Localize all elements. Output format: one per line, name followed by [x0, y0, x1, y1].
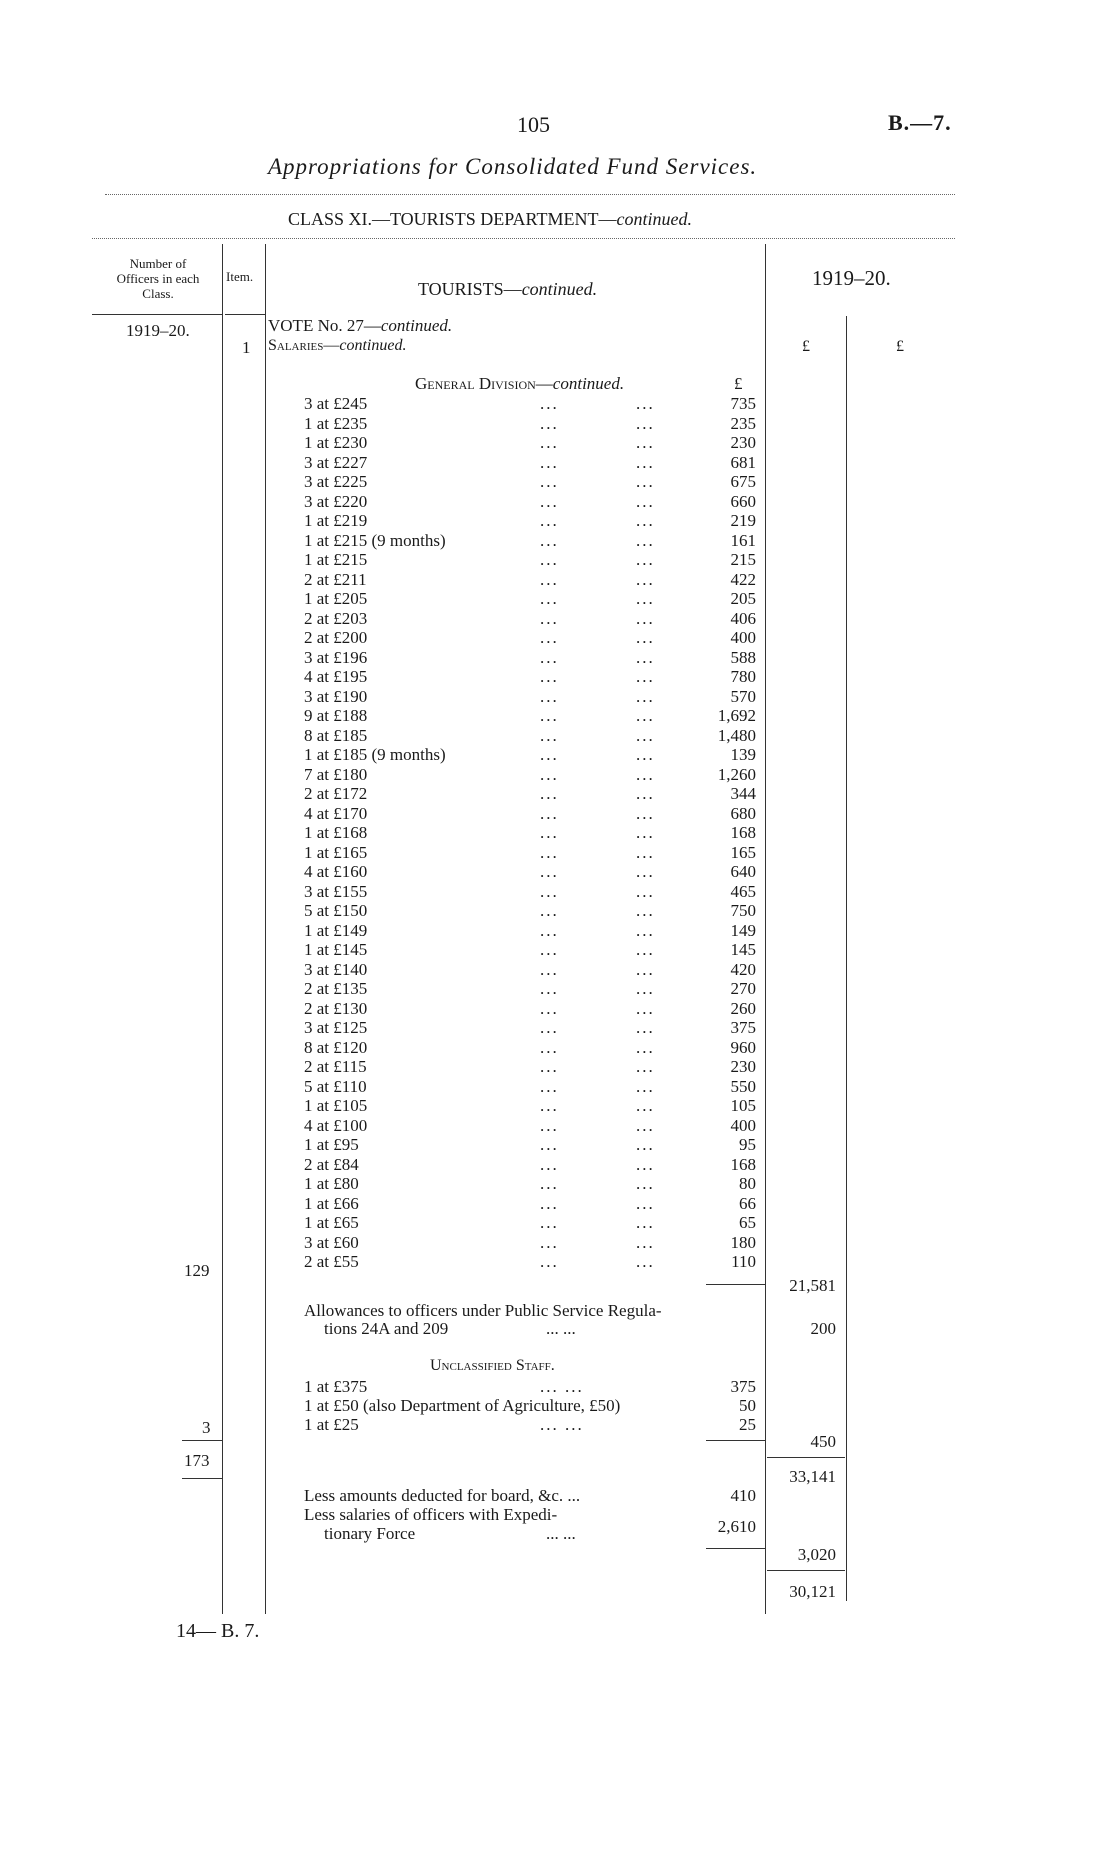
row-amount: 660 [730, 491, 756, 511]
row-leader-dots: ... [636, 1232, 655, 1252]
general-division-pound-sign: £ [734, 374, 743, 393]
row-amount: 168 [730, 1154, 756, 1174]
row-leader-dots: ... [636, 725, 655, 745]
row-amount: 550 [730, 1076, 756, 1096]
officers-total: 173 [184, 1451, 210, 1470]
row-leader-dots: ... [636, 491, 655, 511]
table-row [0, 550, 1114, 570]
row-leader-dots: ... [636, 1057, 655, 1076]
salaries-heading [268, 337, 406, 355]
row-description: 1 at £95 [304, 1135, 359, 1154]
row-leader-dots: ... [636, 803, 655, 823]
row-amount: 680 [730, 803, 756, 823]
table-row [0, 511, 1114, 531]
table-row [0, 1038, 1114, 1058]
item-number: 1 [242, 338, 251, 357]
row-amount: 139 [730, 745, 756, 764]
row-amount: 180 [730, 1232, 756, 1252]
item-column-header: Item. [226, 269, 254, 284]
row-amount: 344 [730, 784, 756, 803]
row-leader-dots: ... [636, 1154, 655, 1174]
row-leader-dots: ... [540, 764, 559, 784]
table-row [0, 394, 1114, 414]
row-leader-dots: ... [540, 530, 559, 550]
row-leader-dots: ... [540, 569, 559, 589]
table-row [0, 706, 1114, 726]
row-leader-dots: ... [636, 881, 655, 901]
row-leader-dots: ... [540, 725, 559, 745]
table-row [0, 570, 1114, 590]
officers-header-line1: Number of [129, 256, 187, 271]
row-description: 4 at £100 [304, 1115, 368, 1135]
general-division-subtotal: 21,581 [789, 1276, 836, 1295]
row-amount: 205 [730, 589, 756, 608]
table-row [0, 414, 1114, 434]
row-leader-dots: ... [636, 1193, 655, 1213]
row-leader-dots: ... [540, 667, 559, 686]
table-row [0, 433, 1114, 453]
row-description: 5 at £110 [304, 1076, 367, 1096]
row-amount: 165 [730, 842, 756, 862]
row-leader-dots: ... [540, 1018, 559, 1037]
row-leader-dots: ... [636, 433, 655, 452]
table-row [0, 1116, 1114, 1136]
header-underline-officers [92, 314, 222, 315]
table-row [0, 492, 1114, 512]
row-description: 1 at £65 [304, 1213, 359, 1232]
row-leader-dots: ... [540, 589, 559, 608]
row-amount: 145 [730, 940, 756, 959]
general-division-officer-count: 129 [184, 1261, 210, 1280]
row-leader-dots: ... [540, 1076, 559, 1096]
table-row [0, 726, 1114, 746]
officers-header-line2: Officers in each [116, 271, 200, 286]
row-description: 1 at £230 [304, 433, 368, 452]
unclassified-staff-heading: Unclassified Staff. [430, 1357, 555, 1374]
row-leader-dots: ... [540, 803, 559, 823]
unclassified-sum-rule [706, 1440, 766, 1441]
row-leader-dots: ... [636, 745, 655, 764]
row-leader-dots: ... [540, 472, 559, 491]
officers-year-label: 1919–20. [126, 321, 190, 340]
row-description: 5 at £150 [304, 901, 368, 920]
row-amount: 25 [739, 1415, 756, 1434]
table-row [0, 1096, 1114, 1116]
row-leader-dots: ... [540, 452, 559, 472]
table-row [0, 921, 1114, 941]
title-rule [105, 194, 955, 195]
table-row [0, 862, 1114, 882]
table-row [0, 823, 1114, 843]
row-description: 3 at £140 [304, 959, 368, 979]
row-description: 1 at £165 [304, 842, 368, 862]
row-leader-dots: ... [540, 550, 559, 569]
year-sum-rule-1 [767, 1457, 845, 1458]
row-leader-dots: ... [540, 1115, 559, 1135]
row-leader-dots: ... [636, 394, 655, 413]
salaries-suffix: continued. [339, 337, 407, 354]
row-amount: 235 [730, 413, 756, 433]
table-row [0, 804, 1114, 824]
row-leader-dots: ... [540, 1252, 559, 1271]
row-leader-dots: ... [636, 959, 655, 979]
row-description: 2 at £55 [304, 1252, 359, 1271]
table-row [0, 628, 1114, 648]
officers-sum-rule-2 [182, 1478, 222, 1479]
row-amount: 400 [730, 1115, 756, 1135]
table-row [0, 1377, 1114, 1397]
general-division-suffix: continued. [552, 374, 625, 393]
row-leader-dots: ... [540, 394, 559, 413]
year-sum-rule-2 [767, 1570, 845, 1571]
allowances-amount: 200 [810, 1319, 836, 1338]
row-description: 1 at £66 [304, 1193, 359, 1213]
row-leader-dots: ... [540, 706, 559, 725]
unclassified-officer-count: 3 [202, 1418, 211, 1437]
row-description: 1 at £215 (9 months) [304, 530, 446, 550]
vote-heading [268, 316, 452, 336]
row-amount: 640 [730, 862, 756, 881]
row-amount: 465 [730, 881, 756, 901]
less-salaries-amount: 2,610 [717, 1517, 756, 1536]
row-description: 4 at £160 [304, 862, 368, 881]
row-amount: 420 [730, 959, 756, 979]
row-leader-dots: ... [540, 1037, 559, 1057]
table-row [0, 1213, 1114, 1233]
table-row [0, 901, 1114, 921]
row-leader-dots: ... [636, 1174, 655, 1193]
allowances-line1: Allowances to officers under Public Service Regula- [304, 1301, 662, 1320]
class-heading [288, 209, 692, 230]
table-row [0, 940, 1114, 960]
row-description: 3 at £155 [304, 881, 368, 901]
table-row [0, 843, 1114, 863]
table-row [0, 1174, 1114, 1194]
footer-signature: 14— B. 7. [176, 1620, 260, 1642]
row-leader-dots: ... [636, 413, 655, 433]
table-top-rule [92, 238, 955, 239]
row-description: 3 at £125 [304, 1018, 368, 1037]
row-leader-dots: ... [636, 1135, 655, 1154]
allowances-line2: tions 24A and 209 [324, 1319, 449, 1338]
row-amount: 400 [730, 628, 756, 647]
table-row [0, 1415, 1114, 1435]
unclassified-subtotal: 450 [810, 1432, 836, 1451]
row-leader-dots: ... [540, 920, 559, 940]
row-description: 1 at £145 [304, 940, 368, 959]
row-leader-dots: ... [540, 979, 559, 998]
row-amount: 260 [730, 998, 756, 1018]
row-leader-dots: ... [636, 1096, 655, 1115]
row-leader-dots: ... [636, 1213, 655, 1232]
table-row [0, 1135, 1114, 1155]
row-description: 4 at £195 [304, 667, 368, 686]
table-row [0, 882, 1114, 902]
row-leader-dots: ... [540, 1135, 559, 1154]
less-salaries-line1: Less salaries of officers with Expedi- [304, 1505, 558, 1524]
less-salaries-line2: tionary Force [324, 1524, 416, 1543]
row-description: 2 at £200 [304, 628, 368, 647]
row-leader-dots: ... [540, 433, 559, 452]
main-header-suffix: continued. [521, 279, 598, 299]
table-row [0, 1077, 1114, 1097]
row-description: 3 at £60 [304, 1232, 359, 1252]
pound-sign-col-b: £ [896, 338, 904, 355]
row-leader-dots: ... [540, 745, 559, 764]
officers-sum-rule-1 [182, 1440, 222, 1441]
row-description: 7 at £180 [304, 764, 368, 784]
row-leader-dots: ... [540, 881, 559, 901]
row-leader-dots: ... [636, 452, 655, 472]
row-leader-dots: ... [636, 1115, 655, 1135]
row-leader-dots: ... [540, 511, 559, 530]
table-row [0, 1194, 1114, 1214]
row-description: 1 at £80 [304, 1174, 359, 1193]
row-leader-dots: ... [636, 647, 655, 667]
row-leader-dots: ... [636, 979, 655, 998]
less-board-label: Less amounts deducted for board, &c. ... [304, 1486, 581, 1505]
row-leader-dots: ... [636, 472, 655, 491]
table-row [0, 1018, 1114, 1038]
row-leader-dots: ... [636, 842, 655, 862]
row-leader-dots: ... [540, 1154, 559, 1174]
row-amount: 149 [730, 920, 756, 940]
row-amount: 681 [730, 452, 756, 472]
table-row [0, 609, 1114, 629]
row-leader-dots: ... [636, 764, 655, 784]
row-description: 3 at £190 [304, 686, 368, 706]
row-leader-dots: ... [636, 550, 655, 569]
table-row [0, 687, 1114, 707]
row-description: 1 at £105 [304, 1096, 368, 1115]
row-description: 1 at £219 [304, 511, 368, 530]
row-description: 1 at £25 [304, 1415, 359, 1434]
row-description: 2 at £211 [304, 569, 367, 589]
row-amount: 230 [730, 1057, 756, 1076]
row-description: 4 at £170 [304, 803, 368, 823]
vote-heading-text: VOTE No. 27— [268, 316, 381, 335]
table-row [0, 960, 1114, 980]
salaries-text: Salaries— [268, 337, 340, 354]
row-leader-dots: ... [636, 608, 655, 628]
row-description: 3 at £245 [304, 394, 368, 413]
row-leader-dots: ... [540, 959, 559, 979]
row-leader-dots: ... [540, 784, 559, 803]
row-amount: 50 [739, 1396, 756, 1415]
main-column-header [418, 279, 597, 300]
row-amount: 168 [730, 823, 756, 842]
table-row [0, 1155, 1114, 1175]
row-leader-dots: ... [540, 491, 559, 511]
row-amount: 110 [731, 1252, 756, 1271]
row-leader-dots: ... [636, 998, 655, 1018]
table-row [0, 765, 1114, 785]
allowances-dots: ... ... [546, 1319, 576, 1338]
table-row [0, 745, 1114, 765]
row-leader-dots: ... [636, 1018, 655, 1037]
row-amount: 1,260 [717, 764, 756, 784]
table-row [0, 648, 1114, 668]
net-total: 30,121 [789, 1582, 836, 1601]
row-description: 1 at £50 (also Department of Agriculture, £50) [304, 1396, 621, 1415]
table-row [0, 1396, 1114, 1416]
main-header-text: TOURISTS— [418, 279, 522, 299]
row-description: 3 at £220 [304, 491, 368, 511]
row-description: 8 at £120 [304, 1037, 368, 1057]
row-amount: 375 [730, 1018, 756, 1037]
row-description: 1 at £235 [304, 413, 368, 433]
row-leader-dots: ... [540, 1057, 559, 1076]
document-reference: B.—7. [888, 110, 952, 135]
row-amount: 570 [730, 686, 756, 706]
row-leader-dots: ... [540, 1174, 559, 1193]
row-leader-dots: ... ... [540, 1415, 584, 1434]
row-description: 1 at £149 [304, 920, 368, 940]
deductions-sum-rule [706, 1548, 766, 1549]
less-board-amount: 410 [730, 1486, 756, 1505]
row-leader-dots: ... [636, 940, 655, 959]
row-amount: 270 [730, 979, 756, 998]
row-description: 1 at £215 [304, 550, 368, 569]
gross-total: 33,141 [789, 1467, 836, 1486]
row-description: 2 at £115 [304, 1057, 367, 1076]
officers-header-line3: Class. [142, 286, 174, 301]
row-leader-dots: ... [636, 1037, 655, 1057]
row-amount: 219 [730, 511, 756, 530]
row-description: 2 at £203 [304, 608, 368, 628]
row-leader-dots: ... [636, 1076, 655, 1096]
row-leader-dots: ... [636, 511, 655, 530]
row-leader-dots: ... [636, 706, 655, 725]
row-amount: 230 [730, 433, 756, 452]
row-amount: 735 [730, 394, 756, 413]
table-row [0, 472, 1114, 492]
table-row [0, 667, 1114, 687]
row-description: 2 at £84 [304, 1154, 359, 1174]
table-row [0, 979, 1114, 999]
row-description: 2 at £130 [304, 998, 368, 1018]
row-amount: 215 [730, 550, 756, 569]
row-leader-dots: ... [540, 413, 559, 433]
row-amount: 750 [730, 901, 756, 920]
row-description: 3 at £227 [304, 452, 368, 472]
row-leader-dots: ... [540, 1213, 559, 1232]
row-amount: 66 [739, 1193, 756, 1213]
row-amount: 780 [730, 667, 756, 686]
row-amount: 1,692 [717, 706, 756, 725]
row-description: 3 at £225 [304, 472, 368, 491]
row-amount: 406 [730, 608, 756, 628]
row-leader-dots: ... ... [540, 1377, 584, 1396]
row-description: 1 at £168 [304, 823, 368, 842]
row-leader-dots: ... [540, 998, 559, 1018]
row-leader-dots: ... [540, 1232, 559, 1252]
row-leader-dots: ... [540, 862, 559, 881]
row-amount: 95 [739, 1135, 756, 1154]
row-amount: 960 [730, 1037, 756, 1057]
row-leader-dots: ... [540, 823, 559, 842]
row-leader-dots: ... [636, 862, 655, 881]
table-row [0, 589, 1114, 609]
general-division-sum-rule [706, 1284, 766, 1285]
row-leader-dots: ... [540, 1193, 559, 1213]
year-column-header: 1919–20. [812, 266, 891, 290]
less-salaries-dots: ... ... [546, 1524, 576, 1543]
table-row [0, 1233, 1114, 1253]
row-description: 3 at £196 [304, 647, 368, 667]
row-description: 1 at £375 [304, 1377, 368, 1396]
header-underline-item [225, 314, 265, 315]
pound-sign-col-a: £ [802, 338, 810, 355]
row-amount: 105 [730, 1096, 756, 1115]
row-amount: 65 [739, 1213, 756, 1232]
row-leader-dots: ... [636, 901, 655, 920]
row-description: 1 at £185 (9 months) [304, 745, 446, 764]
row-description: 2 at £135 [304, 979, 368, 998]
row-leader-dots: ... [540, 940, 559, 959]
row-leader-dots: ... [636, 686, 655, 706]
row-leader-dots: ... [540, 901, 559, 920]
row-leader-dots: ... [636, 823, 655, 842]
row-amount: 80 [739, 1174, 756, 1193]
table-row [0, 999, 1114, 1019]
row-amount: 675 [730, 472, 756, 491]
deductions-total: 3,020 [797, 1545, 836, 1564]
vote-heading-suffix: continued. [380, 316, 453, 335]
row-leader-dots: ... [540, 608, 559, 628]
table-row [0, 453, 1114, 473]
row-leader-dots: ... [636, 628, 655, 647]
row-leader-dots: ... [636, 530, 655, 550]
row-leader-dots: ... [636, 667, 655, 686]
row-description: 1 at £205 [304, 589, 368, 608]
row-description: 9 at £188 [304, 706, 368, 725]
row-description: 2 at £172 [304, 784, 368, 803]
general-division-text: General Division— [415, 374, 553, 393]
row-leader-dots: ... [540, 1096, 559, 1115]
row-leader-dots: ... [636, 784, 655, 803]
table-row [0, 1057, 1114, 1077]
class-heading-text: CLASS XI.—TOURISTS DEPARTMENT— [288, 209, 617, 229]
row-leader-dots: ... [540, 628, 559, 647]
row-leader-dots: ... [636, 920, 655, 940]
row-leader-dots: ... [636, 1252, 655, 1271]
row-amount: 588 [730, 647, 756, 667]
row-amount: 422 [730, 569, 756, 589]
row-amount: 161 [730, 530, 756, 550]
class-heading-suffix: continued. [616, 209, 692, 229]
page-title: Appropriations for Consolidated Fund Services. [268, 154, 758, 179]
row-description: 8 at £185 [304, 725, 368, 745]
row-leader-dots: ... [540, 842, 559, 862]
officers-column-header [92, 256, 224, 301]
table-row [0, 784, 1114, 804]
row-amount: 375 [730, 1377, 756, 1396]
general-division-heading [415, 374, 624, 394]
table-row [0, 531, 1114, 551]
row-leader-dots: ... [540, 647, 559, 667]
row-leader-dots: ... [636, 569, 655, 589]
page-number: 105 [517, 112, 550, 137]
row-leader-dots: ... [636, 589, 655, 608]
table-row [0, 1252, 1114, 1272]
row-amount: 1,480 [717, 725, 756, 745]
row-leader-dots: ... [540, 686, 559, 706]
